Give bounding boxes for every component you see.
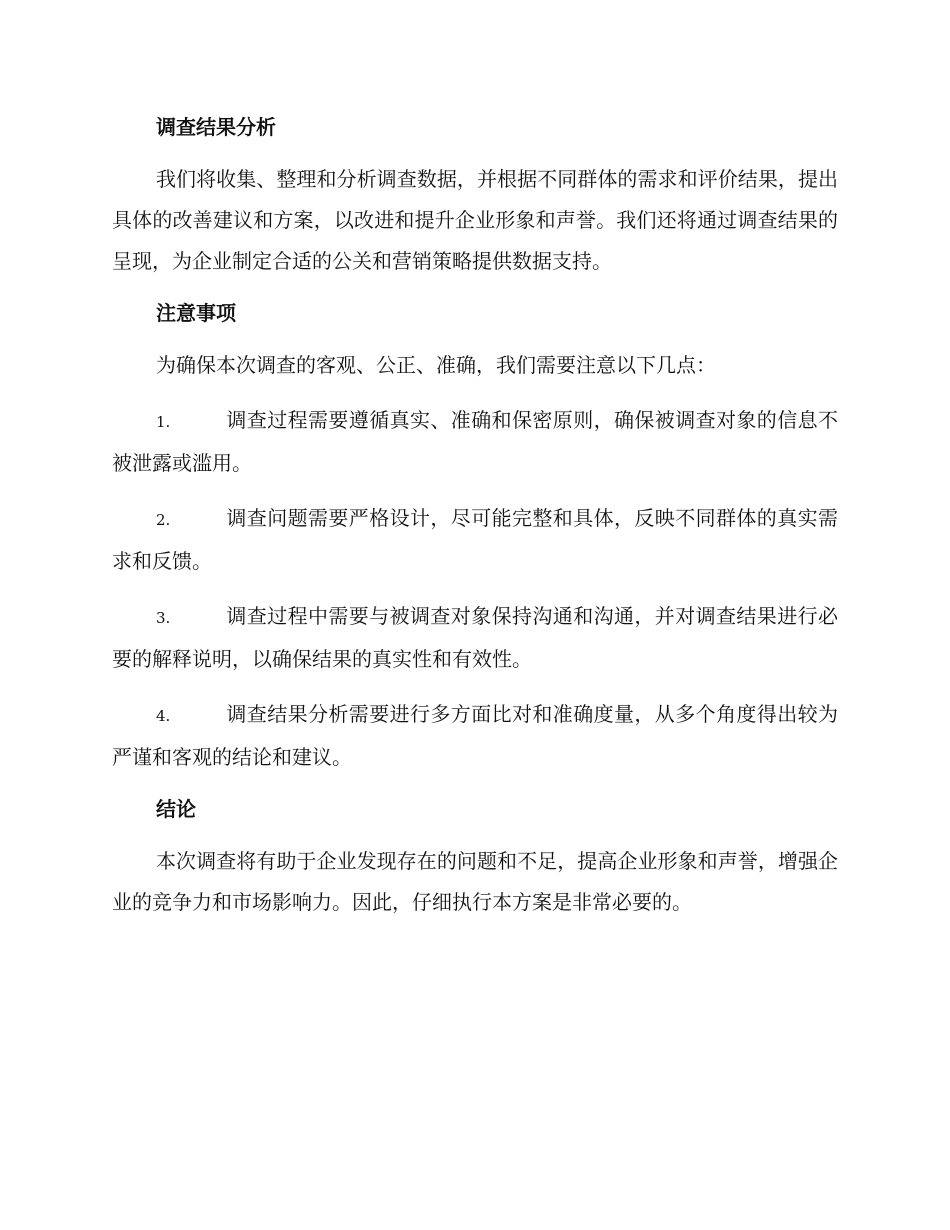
- list-item-number: 2.: [156, 511, 171, 529]
- notes-intro-paragraph: 为确保本次调查的客观、公正、准确，我们需要注意以下几点：: [156, 353, 716, 377]
- list-item-text: 调查问题需要严格设计，尽可能完整和具体，反映不同群体的真实需求和反馈。: [112, 506, 838, 573]
- list-item-number: 1.: [156, 413, 171, 431]
- list-item-text: 调查过程中需要与被调查对象保持沟通和沟通，并对调查结果进行必要的解释说明，以确保结果的真实性和有效性。: [112, 604, 838, 671]
- list-item: [112, 400, 838, 484]
- list-item-text: 调查结果分析需要进行多方面比对和准确度量，从多个角度得出较为严谨和客观的结论和建议。: [112, 702, 838, 769]
- list-item: [112, 498, 838, 582]
- conclusion-paragraph: 本次调查将有助于企业发现存在的问题和不足，提高企业形象和声誉，增强企业的竞争力和市场影响力。因此，仔细执行本方案是非常必要的。: [112, 849, 838, 914]
- results-analysis-paragraph: 我们将收集、整理和分析调查数据，并根据不同群体的需求和评价结果，提出具体的改善建议和方案，以改进和提升企业形象和声誉。我们还将通过调查结果的呈现，为企业制定合适的公关和营销策略提供数据支持。: [112, 167, 838, 273]
- list-item-number: 4.: [156, 707, 171, 725]
- list-item: [112, 694, 838, 778]
- section-heading-notes: 注意事项: [156, 301, 236, 325]
- list-item: [112, 596, 838, 680]
- section-heading-conclusion: 结论: [156, 797, 196, 821]
- list-item-number: 3.: [156, 609, 171, 627]
- list-item-text: 调查过程需要遵循真实、准确和保密原则，确保被调查对象的信息不被泄露或滥用。: [112, 408, 838, 475]
- section-heading-results-analysis: 调查结果分析: [156, 115, 276, 139]
